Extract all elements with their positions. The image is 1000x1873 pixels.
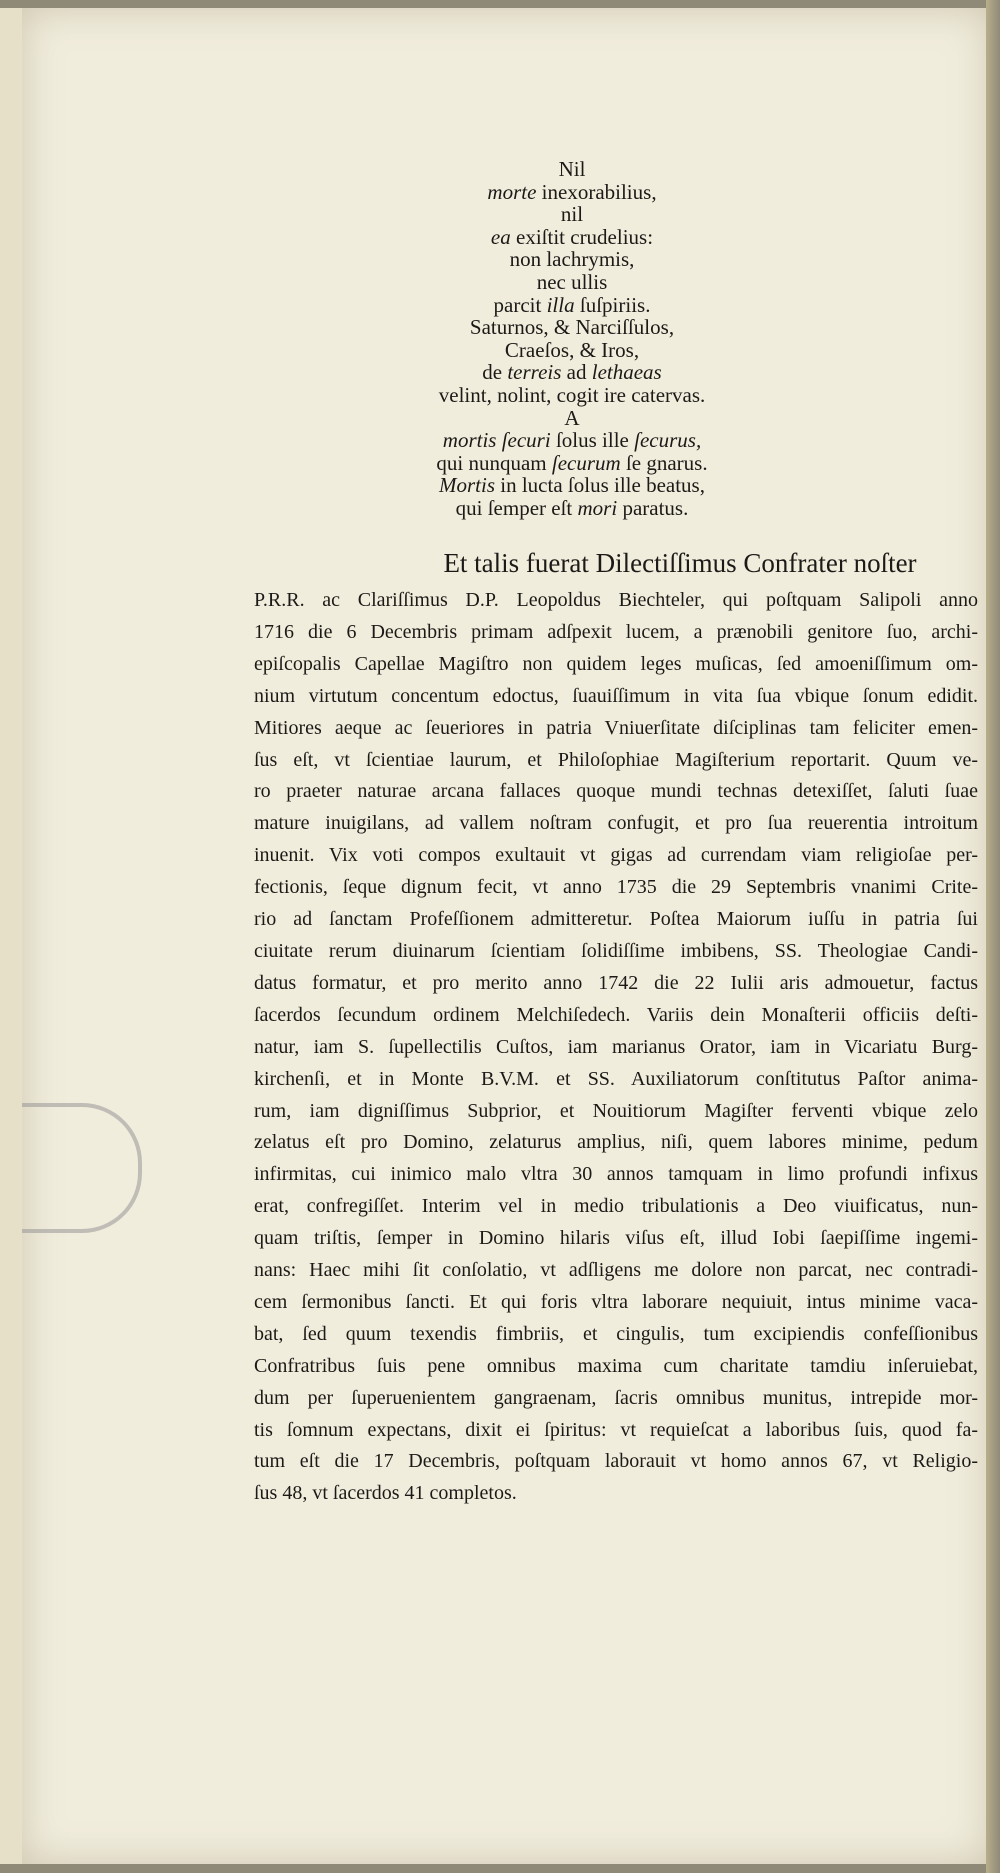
poem-line: A xyxy=(564,405,580,430)
body-line: Mitiores aeque ac ſeueriores in patria Vniuerſitate diſciplinas tam feliciter emen- xyxy=(254,716,978,739)
poem-line: Mortis in lucta ſolus ille beatus, xyxy=(439,473,705,498)
poem-line: morte inexorabilius, xyxy=(487,179,657,204)
body-line: ſus 48, vt ſacerdos 41 completos. xyxy=(254,1482,517,1505)
body-line: datus formatur, et pro merito anno 1742 die 22 Iulii aris admouetur, factus xyxy=(254,971,978,994)
body-line: mature inuigilans, ad vallem noſtram confugit, et pro ſua reuerentia introitum xyxy=(254,812,978,835)
poem-line: ea exiſtit crudelius: xyxy=(490,224,654,249)
body-line: infirmitas, cui inimico malo vltra 30 annos tamquam in limo profundi infixus xyxy=(254,1163,978,1186)
page-right-edge xyxy=(986,0,1000,1873)
document-page xyxy=(22,8,990,1864)
poem-line: Craeſos, & Iros, xyxy=(504,337,640,362)
poem-line: nil xyxy=(560,202,584,227)
body-line: 1716 die 6 Decembris primam adſpexit lucem, a prænobili genitore ſuo, archi- xyxy=(254,620,978,643)
body-line: zelatus eſt pro Domino, zelaturus amplius, niſi, quem labores minime, pedum xyxy=(254,1131,978,1154)
body-line: cem ſermonibus ſancti. Et qui foris vltra laborare nequiuit, intus minime vaca- xyxy=(254,1290,978,1313)
body-paragraph xyxy=(254,585,978,1510)
page-left-edge xyxy=(0,8,22,1864)
paper-clip-mark xyxy=(22,1103,142,1233)
body-line: tis ſomnum expectans, dixit ei ſpiritus: vt requieſcat a laboribus ſuis, quod fa- xyxy=(254,1418,978,1441)
body-line: Confratribus ſuis pene omnibus maxima cum charitate tamdiu inſeruiebat, xyxy=(254,1354,978,1377)
section-heading: Et talis fuerat Dilectiſſimus Confrater noſter xyxy=(443,548,917,578)
body-line: rum, iam digniſſimus Subprior, et Nouitiorum Magiſter ferventi vbique zelo xyxy=(254,1099,978,1122)
poem-line: Saturnos, & Narciſſulos, xyxy=(469,315,675,340)
body-line: ro praeter naturae arcana fallaces quoque mundi technas detexiſſet, ſaluti ſuae xyxy=(254,780,978,803)
body-line: inuenit. Vix voti compos exultauit vt gigas ad currendam viam religioſae per- xyxy=(254,844,978,867)
body-line: natur, iam S. ſupellectilis Cuſtos, iam marianus Orator, iam in Vicariatu Burg- xyxy=(254,1035,978,1058)
poem-line: velint, nolint, cogit ire catervas. xyxy=(438,382,706,407)
body-line: bat, ſed quum texendis fimbriis, et cingulis, tum excipiendis confeſſionibus xyxy=(254,1322,978,1345)
body-line: erat, confregiſſet. Interim vel in medio tribulationis a Deo viuificatus, nun- xyxy=(254,1195,978,1218)
poem-line: non lachrymis, xyxy=(509,247,635,272)
body-line: tum eſt die 17 Decembris, poſtquam laborauit vt homo annos 67, vt Religio- xyxy=(254,1450,978,1473)
poem-line: mortis ſecuri ſolus ille ſecurus, xyxy=(442,428,702,453)
poem-line: qui nunquam ſecurum ſe gnarus. xyxy=(436,450,708,475)
body-line: P.R.R. ac Clariſſimus D.P. Leopoldus Biechteler, qui poſtquam Salipoli anno xyxy=(254,589,978,611)
body-line: quam triſtis, ſemper in Domino hilaris viſus eſt, illud Iobi ſaepiſſime ingemi- xyxy=(254,1227,978,1250)
body-line: nans: Haec mihi ſit conſolatio, vt adſligens me dolore non parcat, nec contradi- xyxy=(254,1259,978,1282)
body-line: ſacerdos ſecundum ordinem Melchiſedech. Variis dein Monaſterii officiis deſti- xyxy=(254,1003,978,1026)
body-line: ciuitate rerum diuinarum ſcientiam ſolidiſſime imbibens, SS. Theologiae Candi- xyxy=(254,939,978,962)
body-line: kirchenſi, et in Monte B.V.M. et SS. Auxiliatorum conſtitutus Paſtor anima- xyxy=(254,1067,978,1090)
poem-line: parcit illa ſuſpiriis. xyxy=(493,292,651,317)
poem-line: Nil xyxy=(558,157,586,181)
poem-block xyxy=(322,158,822,520)
poem-line: qui ſemper eſt mori paratus. xyxy=(455,495,689,520)
poem-line: nec ullis xyxy=(536,269,608,294)
body-line: dum per ſuperuenientem gangraenam, ſacris omnibus munitus, intrepide mor- xyxy=(254,1386,978,1409)
poem-line: de terreis ad lethaeas xyxy=(482,360,662,385)
body-line: nium virtutum concentum edoctus, ſuauiſſimum in vita ſua vbique ſonum edidit. xyxy=(254,684,978,707)
body-line: rio ad ſanctam Profeſſionem admitteretur. Poſtea Maiorum iuſſu in patria ſui xyxy=(254,908,978,931)
body-line: ſus eſt, vt ſcientiae laurum, et Philoſophiae Magiſterium reportarit. Quum ve- xyxy=(254,748,978,771)
body-line: epiſcopalis Capellae Magiſtro non quidem leges muſicas, ſed amoeniſſimum om- xyxy=(254,652,978,675)
body-line: fectionis, ſeque dignum fecit, vt anno 1735 die 29 Septembris vnanimi Crite- xyxy=(254,876,978,899)
